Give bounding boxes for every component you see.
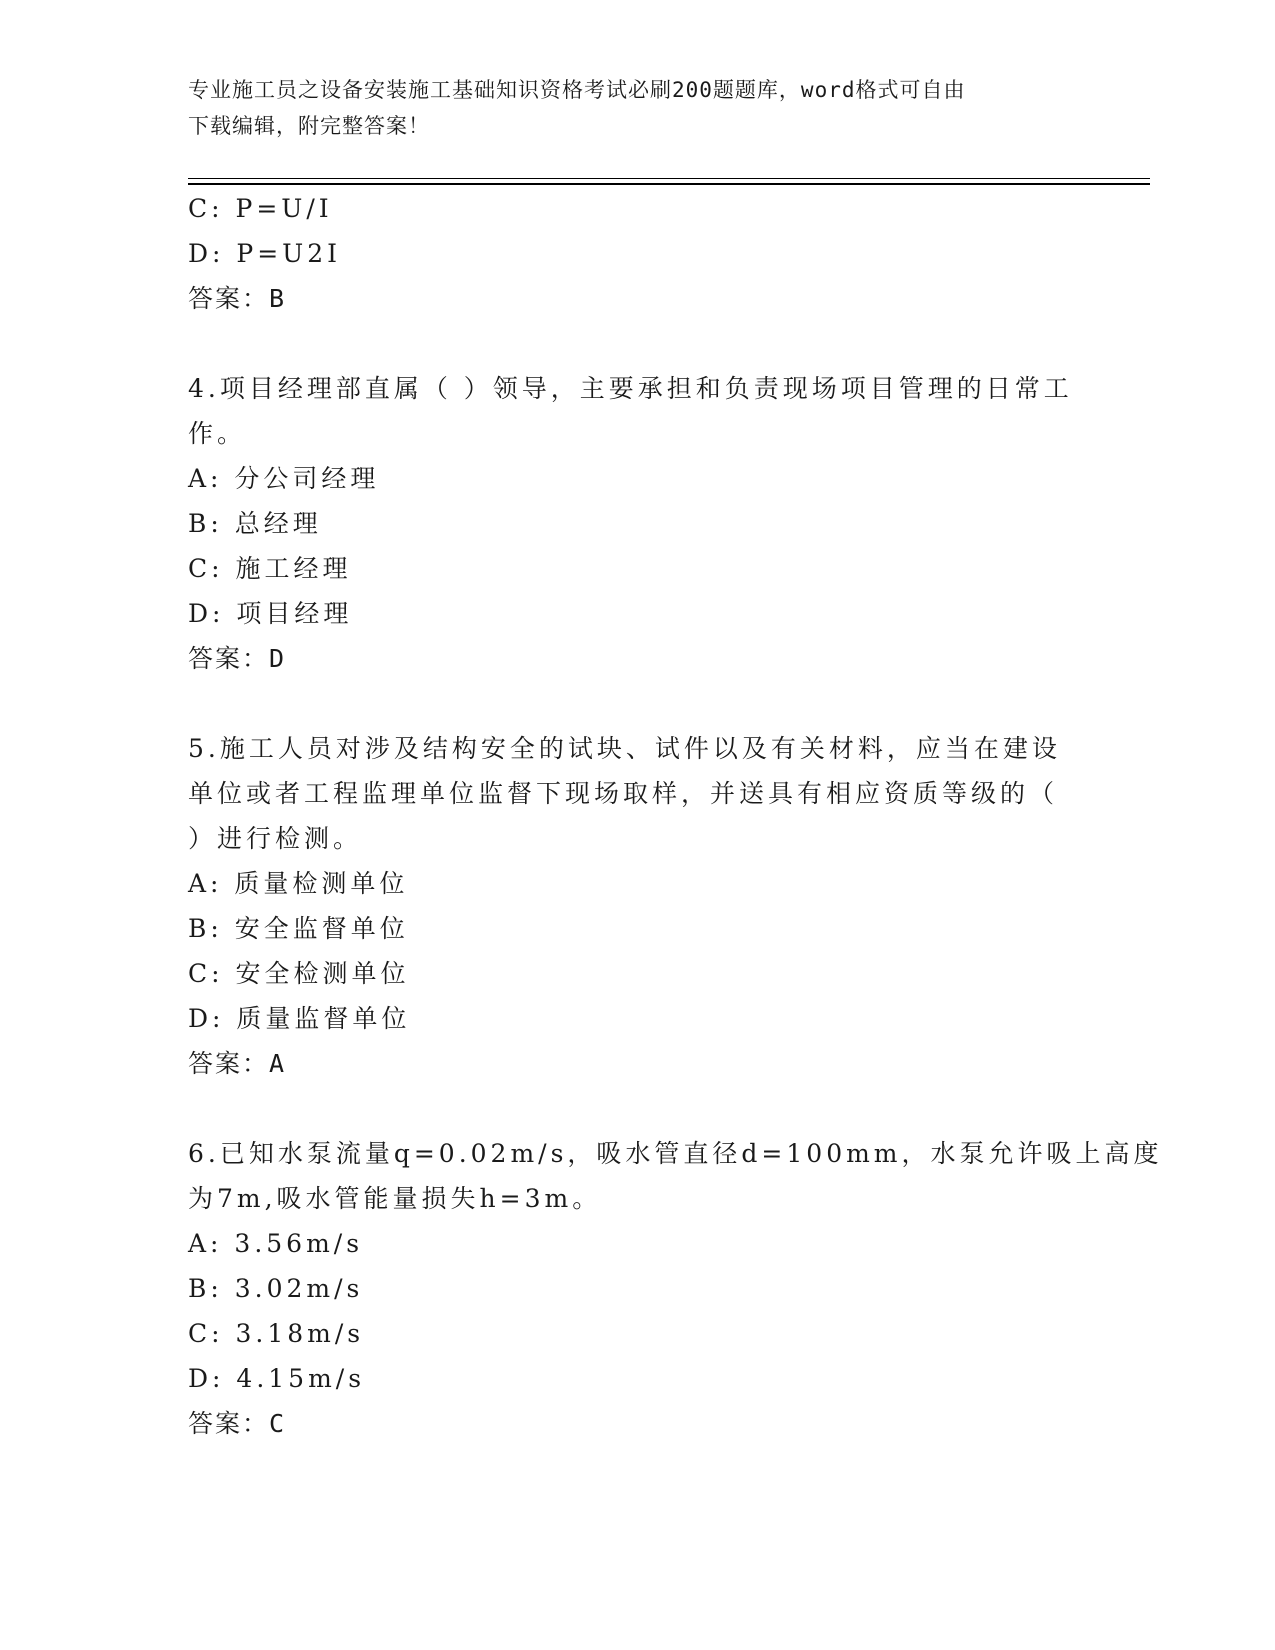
header-line-2: 下载编辑，附完整答案！	[188, 114, 430, 138]
q4-stem-line-1: 4.项目经理部直属（ ）领导，主要承担和负责现场项目管理的日常工	[188, 374, 1073, 403]
q5-answer: 答案：A	[188, 1049, 287, 1078]
q6-option-d: D: 4.15m/s	[188, 1364, 366, 1393]
q3-option-d: D: P=U2I	[188, 239, 342, 268]
q4-option-a: A: 分公司经理	[188, 464, 380, 493]
q4-stem-line-2: 作。	[188, 419, 247, 448]
q5-option-a: A: 质量检测单位	[188, 869, 409, 898]
q3-option-c: C: P=U/I	[188, 194, 333, 223]
q4-option-c: C: 施工经理	[188, 554, 352, 583]
q3-answer: 答案：B	[188, 284, 287, 313]
q5-option-d: D: 质量监督单位	[188, 1004, 411, 1033]
q5-option-b: B: 安全监督单位	[188, 914, 409, 943]
q5-stem-line-3: ）进行检测。	[188, 824, 363, 853]
q5-stem-line-1: 5.施工人员对涉及结构安全的试块、试件以及有关材料，应当在建设	[188, 734, 1061, 763]
q4-option-d: D: 项目经理	[188, 599, 353, 628]
q6-stem-line-1: 6.已知水泵流量q=0.02m/s，吸水管直径d=100mm，水泵允许吸上高度	[188, 1139, 1163, 1168]
q6-option-b: B: 3.02m/s	[188, 1274, 364, 1303]
q6-option-c: C: 3.18m/s	[188, 1319, 365, 1348]
q5-option-c: C: 安全检测单位	[188, 959, 410, 988]
q6-option-a: A: 3.56m/s	[188, 1229, 364, 1258]
q4-option-b: B: 总经理	[188, 509, 322, 538]
q5-stem-line-2: 单位或者工程监理单位监督下现场取样，并送具有相应资质等级的（	[188, 779, 1059, 808]
q4-answer: 答案：D	[188, 644, 287, 673]
header-divider-thick	[188, 183, 1150, 185]
header-line-1: 专业施工员之设备安装施工基础知识资格考试必刷200题题库，word格式可自由	[188, 78, 966, 102]
document-header	[188, 72, 1068, 144]
q6-stem-line-2: 为7m,吸水管能量损失h=3m。	[188, 1184, 602, 1213]
q6-answer: 答案：C	[188, 1409, 287, 1438]
header-divider-thin	[188, 178, 1150, 179]
